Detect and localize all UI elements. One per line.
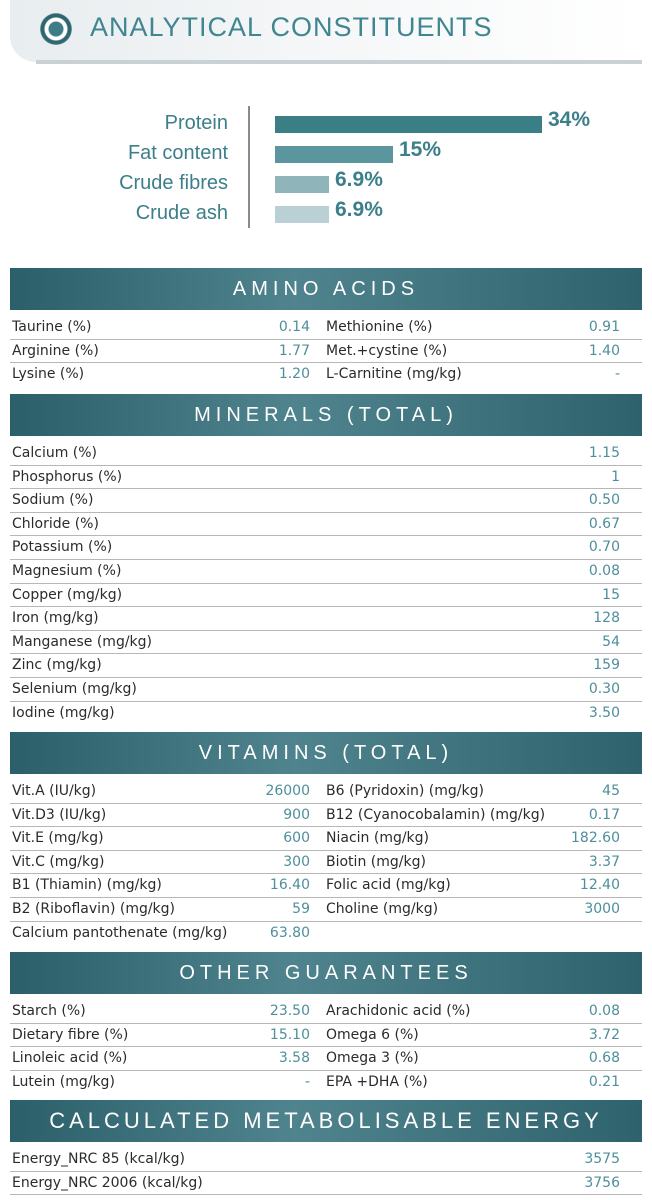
item-name: L-Carnitine (mg/kg) [326, 366, 462, 383]
item-value: 3575 [584, 1151, 620, 1167]
item-value: 63.80 [269, 924, 310, 941]
item-value: 3.58 [278, 1050, 310, 1067]
vitamin-row [10, 898, 642, 922]
item-name: Starch (%) [12, 1003, 86, 1019]
item-name: Vit.C (mg/kg) [12, 853, 105, 870]
item-name: Copper (mg/kg) [12, 586, 123, 603]
item-value: 0.68 [588, 1050, 620, 1067]
item-name: Iodine (mg/kg) [12, 704, 115, 721]
item-name: Dietary fibre (%) [12, 1026, 129, 1043]
vitamins-section [10, 732, 642, 945]
guarantee-row [10, 1000, 642, 1024]
item-name: Lutein (mg/kg) [12, 1073, 115, 1090]
mineral-row [10, 536, 642, 560]
item-value: - [614, 366, 620, 383]
item-value: 0.08 [588, 1003, 620, 1019]
target-circle-icon [40, 13, 72, 45]
item-value: 1 [611, 468, 620, 485]
item-value: 1.40 [588, 342, 620, 359]
item-value: - [304, 1073, 310, 1090]
item-value: 1.20 [278, 366, 310, 383]
item-value: 0.21 [588, 1073, 620, 1090]
item-name: Omega 3 (%) [326, 1050, 419, 1067]
vitamin-row [10, 874, 642, 898]
item-value: 182.60 [571, 830, 620, 847]
chart-value-label: 6.9% [335, 168, 383, 191]
mineral-row [10, 607, 642, 631]
item-value: 1.15 [588, 445, 620, 461]
chart-row [0, 168, 652, 198]
chart-category-label: Crude ash [135, 202, 228, 224]
item-value: 900 [283, 806, 310, 823]
section-title: VITAMINS (TOTAL) [10, 732, 642, 774]
vitamin-row [10, 827, 642, 851]
section-title: AMINO ACIDS [10, 268, 642, 310]
item-name: Vit.D3 (IU/kg) [12, 806, 107, 823]
item-value: 16.40 [269, 877, 310, 894]
minerals-section [10, 394, 642, 725]
item-name: Met.+cystine (%) [326, 342, 448, 359]
other-guarantees-table [10, 994, 642, 1094]
mineral-row [10, 654, 642, 678]
item-value: 15.10 [269, 1026, 310, 1043]
item-name: Biotin (mg/kg) [326, 853, 426, 870]
mineral-row [10, 678, 642, 702]
vitamin-row [10, 804, 642, 828]
item-value: 600 [283, 830, 310, 847]
item-value: 0.14 [278, 319, 310, 335]
item-value: 3.72 [588, 1026, 620, 1043]
mineral-row [10, 442, 642, 466]
item-value: 45 [602, 783, 620, 799]
chart-bar [275, 116, 542, 133]
item-value: 300 [283, 853, 310, 870]
item-name: Sodium (%) [12, 492, 94, 509]
item-name: B12 (Cyanocobalamin) (mg/kg) [326, 806, 546, 823]
vitamin-row [10, 922, 642, 946]
analytical-constituents-chart [0, 100, 652, 240]
item-name: Lysine (%) [12, 366, 85, 383]
item-value: 0.50 [588, 492, 620, 509]
item-name: Phosphorus (%) [12, 468, 123, 485]
section-title: OTHER GUARANTEES [10, 952, 642, 994]
minerals-table [10, 436, 642, 725]
mineral-row [10, 631, 642, 655]
section-title: MINERALS (TOTAL) [10, 394, 642, 436]
item-name: Vit.A (IU/kg) [12, 783, 97, 799]
item-name: Selenium (mg/kg) [12, 680, 137, 697]
item-name: Calcium pantothenate (mg/kg) [12, 924, 228, 941]
amino-acids-section [10, 268, 642, 387]
energy-row [10, 1148, 642, 1172]
item-value: 3756 [584, 1174, 620, 1191]
chart-row [0, 138, 652, 168]
mineral-row [10, 466, 642, 490]
item-name: Chloride (%) [12, 515, 99, 532]
item-name: Taurine (%) [12, 319, 92, 335]
amino-acid-row [10, 363, 642, 387]
amino-acid-row [10, 340, 642, 364]
vitamin-row [10, 851, 642, 875]
other-guarantees-section [10, 952, 642, 1094]
item-value: 0.30 [588, 680, 620, 697]
energy-table [10, 1142, 642, 1195]
guarantee-row [10, 1024, 642, 1048]
chart-value-label: 15% [399, 138, 442, 161]
item-value: 23.50 [269, 1003, 310, 1019]
chart-row [0, 108, 652, 138]
item-value: 26000 [265, 783, 310, 799]
item-name: Energy_NRC 85 (kcal/kg) [12, 1151, 185, 1167]
mineral-row [10, 702, 642, 726]
chart-category-label: Protein [164, 112, 228, 134]
energy-row [10, 1172, 642, 1196]
item-name: Zinc (mg/kg) [12, 657, 102, 674]
item-name: Iron (mg/kg) [12, 610, 99, 627]
item-name: B1 (Thiamin) (mg/kg) [12, 877, 162, 894]
chart-bar [275, 206, 329, 223]
item-value: 0.67 [588, 515, 620, 532]
section-title: CALCULATED METABOLISABLE ENERGY [10, 1100, 642, 1142]
chart-value-label: 6.9% [335, 198, 383, 221]
chart-row [0, 198, 652, 228]
vitamins-table [10, 774, 642, 945]
item-name: Arachidonic acid (%) [326, 1003, 471, 1019]
item-value: 128 [593, 610, 620, 627]
chart-category-label: Crude fibres [119, 172, 228, 194]
item-value: 15 [602, 586, 620, 603]
item-name: Vit.E (mg/kg) [12, 830, 104, 847]
item-value: 3000 [584, 900, 620, 917]
mineral-row [10, 584, 642, 608]
chart-bar [275, 146, 393, 163]
page-title: ANALYTICAL CONSTITUENTS [90, 12, 493, 42]
item-name: EPA +DHA (%) [326, 1073, 428, 1090]
guarantee-row [10, 1071, 642, 1095]
item-value: 0.70 [588, 539, 620, 556]
amino-acid-row [10, 316, 642, 340]
item-value: 0.08 [588, 562, 620, 579]
item-name: Manganese (mg/kg) [12, 633, 152, 650]
item-name: Magnesium (%) [12, 562, 122, 579]
item-value: 1.77 [278, 342, 310, 359]
item-name: Energy_NRC 2006 (kcal/kg) [12, 1174, 203, 1191]
item-name: Omega 6 (%) [326, 1026, 419, 1043]
item-name: Folic acid (mg/kg) [326, 877, 451, 894]
item-name: Choline (mg/kg) [326, 900, 439, 917]
item-name: Methionine (%) [326, 319, 433, 335]
item-name: Linoleic acid (%) [12, 1050, 128, 1067]
item-value: 0.91 [588, 319, 620, 335]
item-value: 59 [292, 900, 310, 917]
mineral-row [10, 513, 642, 537]
guarantee-row [10, 1047, 642, 1071]
item-value: 3.37 [588, 853, 620, 870]
amino-acids-table [10, 310, 642, 387]
item-name: Arginine (%) [12, 342, 99, 359]
item-value: 3.50 [588, 704, 620, 721]
item-name: Potassium (%) [12, 539, 113, 556]
item-value: 0.17 [588, 806, 620, 823]
item-name: Niacin (mg/kg) [326, 830, 430, 847]
item-name: Calcium (%) [12, 445, 98, 461]
item-name: B6 (Pyridoxin) (mg/kg) [326, 783, 484, 799]
item-name: B2 (Riboflavin) (mg/kg) [12, 900, 176, 917]
page-header [10, 0, 642, 66]
item-value: 159 [593, 657, 620, 674]
energy-section [10, 1100, 642, 1195]
mineral-row [10, 489, 642, 513]
chart-bar [275, 176, 329, 193]
chart-value-label: 34% [548, 108, 591, 131]
chart-category-label: Fat content [127, 142, 228, 164]
item-value: 54 [602, 633, 620, 650]
item-value: 12.40 [579, 877, 620, 894]
header-divider [36, 60, 642, 64]
vitamin-row [10, 780, 642, 804]
mineral-row [10, 560, 642, 584]
